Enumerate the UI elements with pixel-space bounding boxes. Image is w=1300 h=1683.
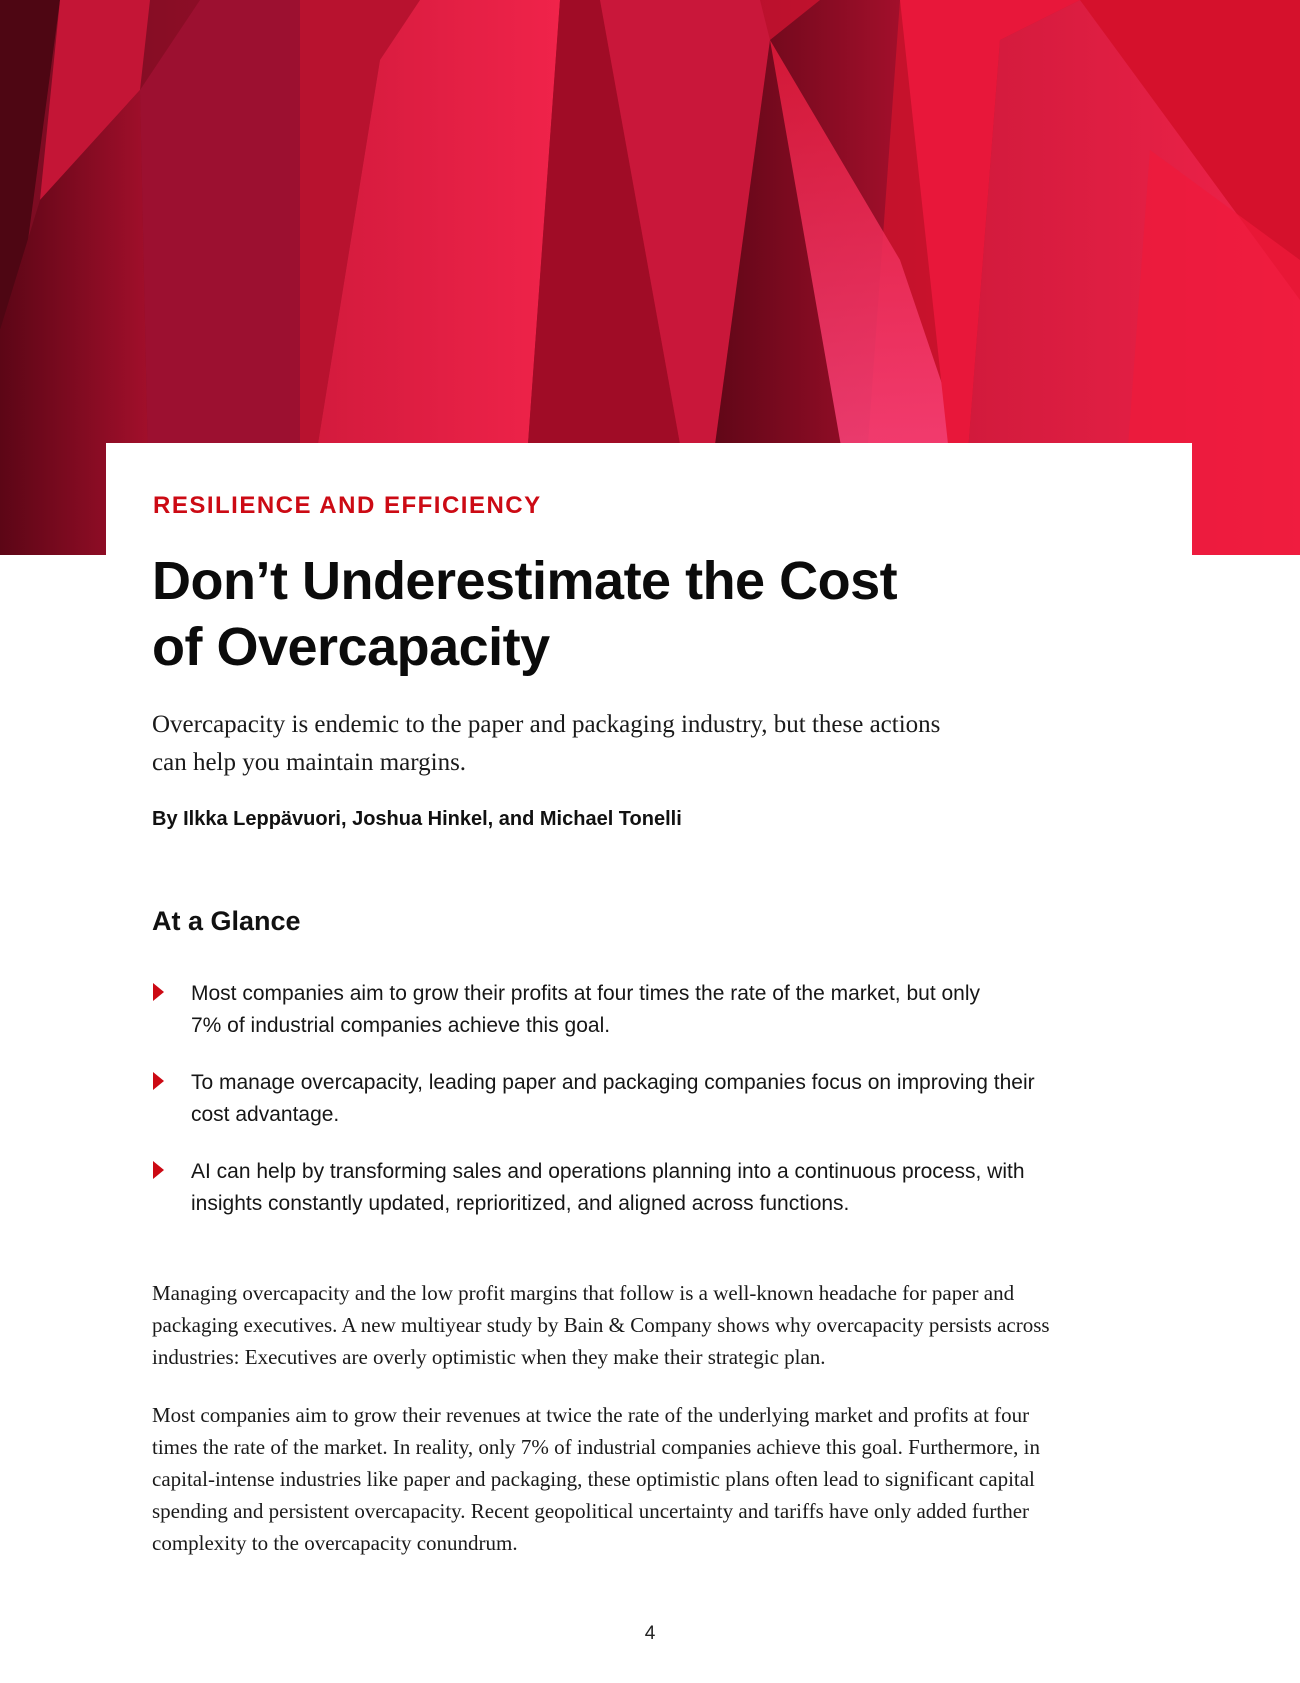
body-line: Most companies aim to grow their revenues at twice the rate of the underlying market and profits at four: [152, 1403, 1030, 1427]
list-item: [152, 978, 1112, 1042]
triangle-bullet-icon: [153, 983, 164, 1001]
body-line: Managing overcapacity and the low profit margins that follow is a well-known headache for paper and: [152, 1281, 1015, 1305]
list-item-line: insights constantly updated, reprioritized, and aligned across functions.: [191, 1192, 850, 1215]
body-line: times the rate of the market. In reality, only 7% of industrial companies achieve this goal. Furthermore, in: [152, 1435, 1040, 1459]
page-number: 4: [644, 1623, 656, 1644]
body-line: capital-intense industries like paper and packaging, these optimistic plans often lead to significant capital: [152, 1467, 1035, 1491]
at-a-glance-heading: At a Glance: [152, 906, 301, 936]
body-line: spending and persistent overcapacity. Recent geopolitical uncertainty and tariffs have only added further: [152, 1499, 1030, 1523]
body-paragraph: [152, 1399, 1152, 1559]
body-line: packaging executives. A new multiyear study by Bain & Company shows why overcapacity persists across: [152, 1313, 1050, 1337]
body-paragraph: [152, 1277, 1152, 1373]
title-line: Don’t Underestimate the Cost: [152, 551, 898, 611]
triangle-bullet-icon: [153, 1072, 164, 1090]
list-item: [152, 1067, 1112, 1131]
body-line: complexity to the overcapacity conundrum.: [152, 1531, 518, 1555]
list-item-line: Most companies aim to grow their profits at four times the rate of the market, but only: [191, 982, 981, 1005]
subtitle-line: Overcapacity is endemic to the paper and packaging industry, but these actions: [152, 711, 941, 738]
subtitle-line: can help you maintain margins.: [152, 749, 467, 776]
list-item-line: To manage overcapacity, leading paper and packaging companies focus on improving their: [191, 1071, 1035, 1094]
article-subtitle: [152, 706, 1072, 782]
article-title: [152, 548, 1052, 680]
article-body: [152, 1277, 1152, 1585]
at-a-glance-list: [152, 978, 1112, 1245]
section-eyebrow: RESILIENCE AND EFFICIENCY: [153, 492, 542, 519]
list-item-line: cost advantage.: [191, 1103, 340, 1126]
triangle-bullet-icon: [153, 1161, 164, 1179]
list-item: [152, 1156, 1112, 1220]
title-line: of Overcapacity: [152, 617, 550, 677]
author-byline: By Ilkka Leppävuori, Joshua Hinkel, and Michael Tonelli: [152, 808, 682, 830]
list-item-line: AI can help by transforming sales and operations planning into a continuous process, with: [191, 1160, 1025, 1183]
list-item-line: 7% of industrial companies achieve this goal.: [191, 1014, 611, 1037]
body-line: industries: Executives are overly optimistic when they make their strategic plan.: [152, 1345, 826, 1369]
